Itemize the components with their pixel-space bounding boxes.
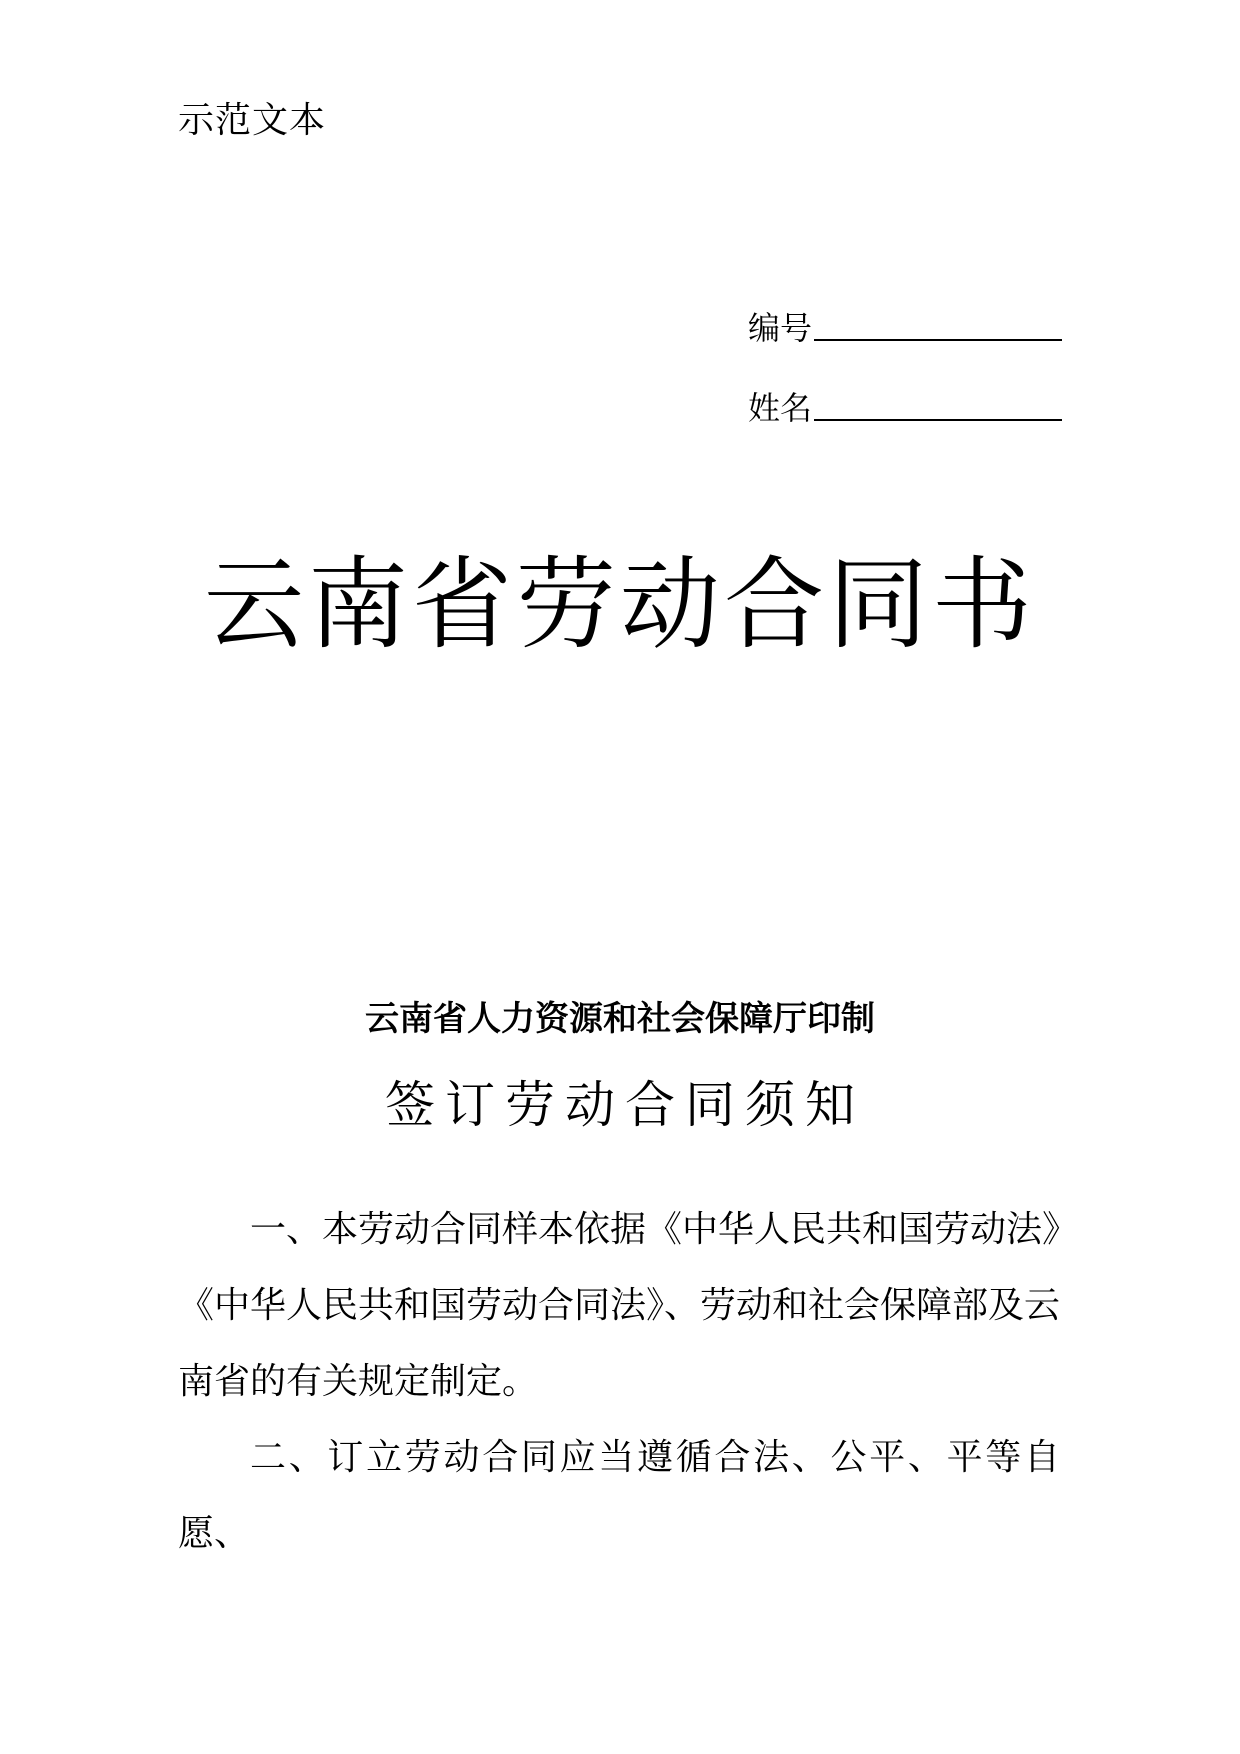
name-blank-line [814, 419, 1062, 421]
name-label: 姓名 [748, 389, 813, 427]
notice-body [178, 1192, 1060, 1572]
notice-paragraph-2: 二、订立劳动合同应当遵循合法、公平、平等自愿、 [178, 1437, 1060, 1554]
notice-heading: 签订劳动合同须知 [385, 1076, 865, 1134]
serial-number-blank-line [814, 339, 1062, 341]
notice-paragraph-1: 一、本劳动合同样本依据《中华人民共和国劳动法》《中华人民共和国劳动合同法》、劳动和社会保障部及云南省的有关规定制定。 [178, 1209, 1061, 1402]
template-label: 示范文本 [178, 100, 327, 141]
serial-number-field [748, 300, 1062, 350]
issuer-line: 云南省人力资源和社会保障厅印制 [365, 999, 875, 1039]
document-title: 云南省劳动合同书 [204, 546, 1036, 663]
name-field [748, 380, 1062, 430]
serial-number-label: 编号 [748, 309, 813, 347]
